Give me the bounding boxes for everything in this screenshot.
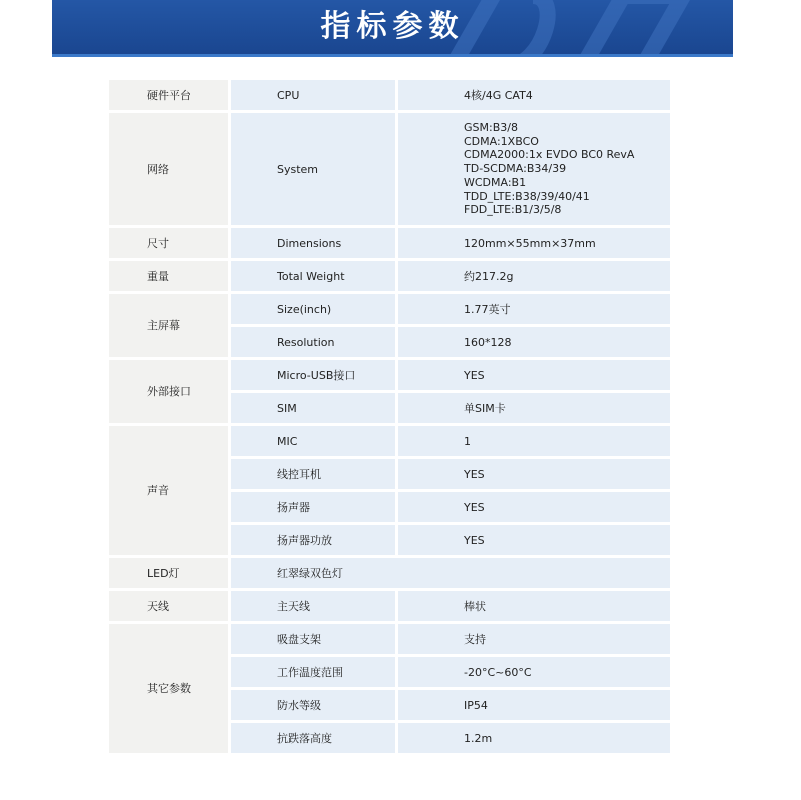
param-cell: Total Weight bbox=[231, 261, 395, 291]
value-cell: IP54 bbox=[398, 690, 670, 720]
category-cell: LED灯 bbox=[109, 558, 228, 588]
param-cell: 线控耳机 bbox=[231, 459, 395, 489]
value-cell: -20°C~60°C bbox=[398, 657, 670, 687]
value-cell: 1.2m bbox=[398, 723, 670, 753]
value-cell: 单SIM卡 bbox=[398, 393, 670, 423]
value-line: WCDMA:B1 bbox=[464, 175, 527, 189]
table-row bbox=[109, 113, 670, 225]
category-cell: 声音 bbox=[109, 426, 228, 555]
spec-table bbox=[106, 77, 673, 756]
param-cell: 主天线 bbox=[231, 591, 395, 621]
param-cell: 抗跌落高度 bbox=[231, 723, 395, 753]
category-cell: 其它参数 bbox=[109, 624, 228, 753]
param-cell: 吸盘支架 bbox=[231, 624, 395, 654]
value-line: FDD_LTE:B1/3/5/8 bbox=[464, 203, 562, 217]
param-cell: System bbox=[231, 113, 395, 225]
value-cell: YES bbox=[398, 360, 670, 390]
category-cell: 尺寸 bbox=[109, 228, 228, 258]
value-line: TDD_LTE:B38/39/40/41 bbox=[464, 189, 590, 203]
value-cell: 支持 bbox=[398, 624, 670, 654]
table-row bbox=[109, 426, 670, 456]
value-cell: 160*128 bbox=[398, 327, 670, 357]
param-cell: 防水等级 bbox=[231, 690, 395, 720]
value-cell: 约217.2g bbox=[398, 261, 670, 291]
value-line: GSM:B3/8 bbox=[464, 121, 518, 135]
value-cell: 1 bbox=[398, 426, 670, 456]
value-cell: 1.77英寸 bbox=[398, 294, 670, 324]
value-cell: YES bbox=[398, 459, 670, 489]
param-cell: 扬声器 bbox=[231, 492, 395, 522]
param-cell: 扬声器功放 bbox=[231, 525, 395, 555]
category-cell: 外部接口 bbox=[109, 360, 228, 423]
value-cell bbox=[398, 113, 670, 225]
value-line: CDMA:1XBCO bbox=[464, 134, 539, 148]
param-cell: CPU bbox=[231, 80, 395, 110]
param-cell: MIC bbox=[231, 426, 395, 456]
value-line: TD-SCDMA:B34/39 bbox=[464, 162, 567, 176]
category-cell: 网络 bbox=[109, 113, 228, 225]
param-cell: Dimensions bbox=[231, 228, 395, 258]
page-title: 指标参数 bbox=[320, 9, 465, 44]
param-cell: Size(inch) bbox=[231, 294, 395, 324]
category-cell: 硬件平台 bbox=[109, 80, 228, 110]
table-row bbox=[109, 80, 670, 110]
value-cell: YES bbox=[398, 525, 670, 555]
value-cell: 棒状 bbox=[398, 591, 670, 621]
value-cell: 红翠绿双色灯 bbox=[231, 558, 670, 588]
param-cell: Micro-USB接口 bbox=[231, 360, 395, 390]
value-cell: 4核/4G CAT4 bbox=[398, 80, 670, 110]
table-row bbox=[109, 360, 670, 390]
category-cell: 重量 bbox=[109, 261, 228, 291]
value-line: CDMA2000:1x EVDO BC0 RevA bbox=[464, 148, 635, 162]
value-cell: 120mm×55mm×37mm bbox=[398, 228, 670, 258]
table-row bbox=[109, 261, 670, 291]
category-cell: 天线 bbox=[109, 591, 228, 621]
table-row bbox=[109, 228, 670, 258]
table-row bbox=[109, 624, 670, 654]
param-cell: SIM bbox=[231, 393, 395, 423]
header-banner bbox=[52, 0, 733, 57]
table-row bbox=[109, 591, 670, 621]
param-cell: 工作温度范围 bbox=[231, 657, 395, 687]
table-row bbox=[109, 294, 670, 324]
category-cell: 主屏幕 bbox=[109, 294, 228, 357]
value-cell: YES bbox=[398, 492, 670, 522]
param-cell: Resolution bbox=[231, 327, 395, 357]
table-row bbox=[109, 558, 670, 588]
